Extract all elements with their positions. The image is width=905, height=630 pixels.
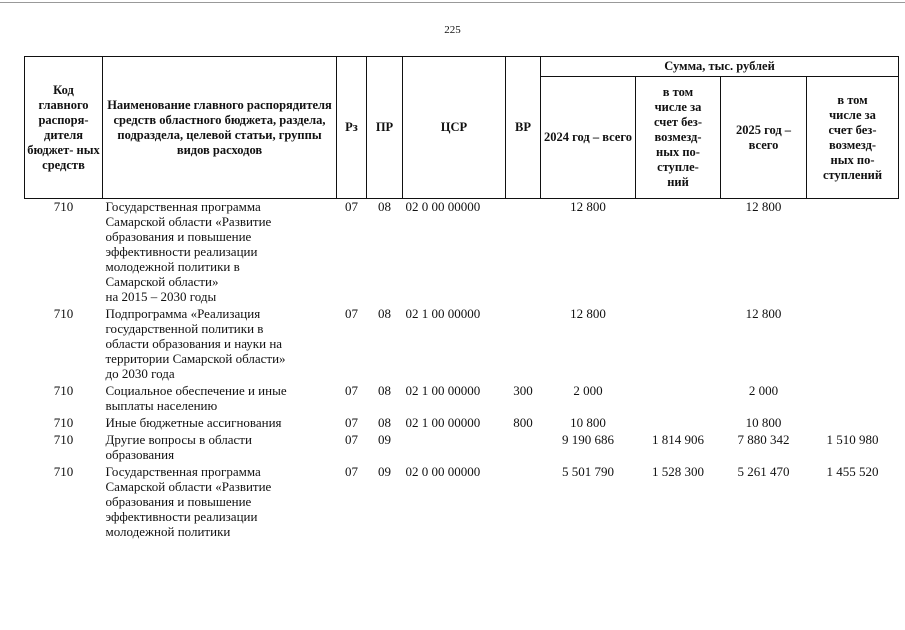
cell-name: Другие вопросы в области образования [105,432,252,462]
header-sum-group: Сумма, тыс. рублей [541,57,899,77]
header-vr: ВР [506,57,541,199]
cell-free-2024 [636,199,721,307]
cell-pr: 08 [378,383,391,398]
cell-free-2024: 1 528 300 [652,464,704,479]
header-name: Наименование главного распорядителя средств областного бюджета, раздела, подраздела, целевой статьи, группы видов расходов [103,57,337,199]
cell-free-2025: 1 455 520 [826,464,879,479]
cell-vr: 800 [513,415,533,430]
cell-rz: 07 [345,464,358,479]
cell-pr: 09 [378,464,391,479]
cell-vr [506,306,541,383]
header-2024-free: в том числе за счет без- возмезд- ных по- ступле- ний [636,77,721,199]
header-rz: Рз [337,57,367,199]
cell-sum-2024: 2 000 [573,383,603,398]
cell-free-2024 [636,415,721,432]
cell-sum-2024: 12 800 [570,306,606,321]
cell-free-2025 [807,415,899,432]
cell-csr: 02 1 00 00000 [405,306,481,321]
cell-vr [506,464,541,541]
table-row [25,306,899,383]
cell-sum-2025: 5 261 470 [737,464,790,479]
cell-name: Государственная программа Самарской области «Развитие образования и повышение эффективности реализации молодежной политики в Самарской области» на 2015 – 2030 годы [105,199,272,304]
cell-sum-2025: 12 800 [745,199,782,214]
cell-code: 710 [53,306,74,321]
header-2024-total: 2024 год – всего [541,77,636,199]
cell-name: Социальное обеспечение и иные выплаты населению [105,383,287,413]
header-2025-free: в том числе за счет без- возмезд- ных по- ступлений [807,77,899,199]
cell-free-2025 [807,199,899,307]
cell-name: Государственная программа Самарской области «Развитие образования и повышение эффективности реализации молодежной политики [105,464,272,539]
cell-vr: 300 [513,383,533,398]
cell-rz: 07 [345,199,358,214]
cell-code: 710 [53,199,74,214]
header-code: Код главного распоря- дителя бюджет- ных средств [25,57,103,199]
cell-free-2025: 1 510 980 [826,432,879,447]
cell-pr: 08 [378,415,391,430]
cell-csr: 02 1 00 00000 [405,383,481,398]
cell-sum-2025: 10 800 [745,415,782,430]
cell-csr: 02 1 00 00000 [405,415,481,430]
budget-table [24,56,899,541]
cell-vr [506,199,541,307]
table-row [25,383,899,415]
table-row [25,415,899,432]
cell-sum-2025: 2 000 [748,383,779,398]
top-edge-line [0,2,905,3]
cell-free-2024 [636,306,721,383]
cell-vr [506,432,541,464]
cell-name: Подпрограмма «Реализация государственной политики в области образования и науки на территории Самарской области» до 2030 года [105,306,286,381]
cell-code: 710 [53,464,74,479]
table-row [25,432,899,464]
cell-rz: 07 [345,383,358,398]
page-number: 225 [444,24,461,36]
cell-pr: 08 [378,199,391,214]
cell-sum-2024: 9 190 686 [562,432,614,447]
cell-rz: 07 [345,415,358,430]
cell-sum-2024: 12 800 [570,199,606,214]
cell-csr: 02 0 00 00000 [405,199,481,214]
cell-rz: 07 [345,432,358,447]
cell-code: 710 [53,415,74,430]
cell-pr: 08 [378,306,391,321]
cell-free-2024: 1 814 906 [652,432,704,447]
cell-csr: 02 0 00 00000 [405,464,481,479]
cell-csr [403,432,506,464]
cell-name: Иные бюджетные ассигнования [105,415,282,430]
table-row [25,464,899,541]
cell-free-2025 [807,383,899,415]
cell-code: 710 [53,432,74,447]
header-pr: ПР [367,57,403,199]
cell-sum-2024: 10 800 [570,415,606,430]
cell-free-2025 [807,306,899,383]
cell-sum-2025: 7 880 342 [737,432,790,447]
header-csr: ЦСР [403,57,506,199]
table-row [25,199,899,307]
header-2025-total: 2025 год – всего [721,77,807,199]
cell-sum-2025: 12 800 [745,306,782,321]
cell-pr: 09 [378,432,391,447]
table-body [25,199,899,542]
cell-free-2024 [636,383,721,415]
cell-rz: 07 [345,306,358,321]
cell-sum-2024: 5 501 790 [562,464,614,479]
cell-code: 710 [53,383,74,398]
table-header [25,57,899,199]
